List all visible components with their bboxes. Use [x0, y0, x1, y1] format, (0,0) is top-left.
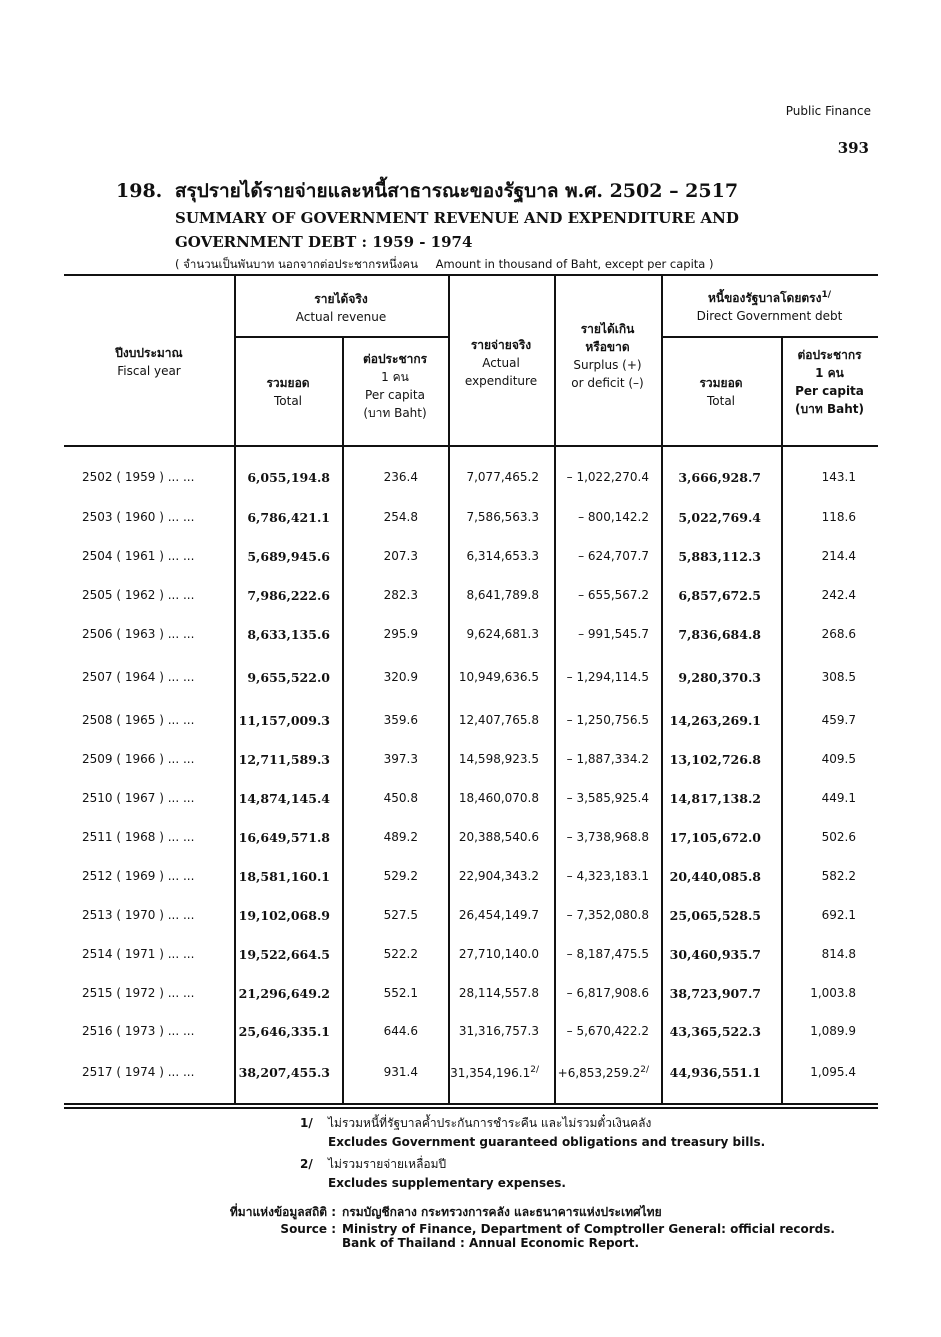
cell-exp	[459, 986, 539, 1000]
cell-value: 14,874,145.4	[238, 791, 330, 806]
cell-debt-pc	[822, 510, 856, 524]
cell-value: 22,904,343.2	[458, 869, 539, 883]
cell-rev-total	[239, 947, 330, 962]
cell-rev-total	[239, 713, 330, 728]
cell-value: 6,055,194.8	[247, 470, 330, 485]
row-fiscal-year: 2504 ( 1961 ) ... ...	[82, 549, 195, 563]
footnote-en: Excludes Government guaranteed obligations and treasury bills.	[328, 1135, 766, 1149]
cell-debt-total	[670, 752, 761, 767]
cell-value: 308.5	[821, 670, 856, 684]
col-divider	[448, 276, 450, 1103]
cell-value: 14,817,138.2	[669, 791, 761, 806]
cell-value: 14,598,923.5	[458, 752, 539, 766]
cell-value: 5,022,769.4	[678, 510, 761, 525]
cell-value: – 1,250,756.5	[566, 713, 649, 727]
row-fiscal-year: 2516 ( 1973 ) ... ...	[82, 1024, 195, 1038]
cell-value: 527.5	[383, 908, 418, 922]
cell-value: 6,314,653.3	[466, 549, 539, 563]
cell-value: – 5,670,422.2	[566, 1024, 649, 1038]
cell-surplus	[567, 1024, 649, 1038]
cell-exp	[450, 1065, 539, 1080]
row-fiscal-year: 2512 ( 1969 ) ... ...	[82, 869, 195, 883]
cell-rev-pc	[384, 1065, 418, 1079]
cell-rev-total	[239, 830, 330, 845]
cell-value: 38,207,455.3	[238, 1065, 330, 1080]
cell-value: 207.3	[383, 549, 418, 563]
running-head: Public Finance	[785, 104, 871, 118]
cell-rev-pc	[384, 713, 418, 727]
cell-value: 20,440,085.8	[669, 869, 761, 884]
debt-spanner-rule	[661, 336, 878, 338]
header-actual-revenue: รายได้จริง Actual revenue	[295, 292, 387, 324]
cell-surplus	[567, 670, 649, 684]
source-en-row2	[200, 1236, 850, 1250]
cell-surplus	[567, 908, 649, 922]
cell-surplus	[567, 986, 649, 1000]
cell-value: 502.6	[821, 830, 856, 844]
row-fiscal-year: 2510 ( 1967 ) ... ...	[82, 791, 195, 805]
cell-debt-total	[670, 986, 761, 1001]
cell-value: 552.1	[383, 986, 418, 1000]
subcol-divider	[342, 336, 344, 1103]
cell-value: 449.1	[821, 791, 856, 805]
cell-surplus	[567, 713, 649, 727]
cell-value: 582.2	[821, 869, 856, 883]
header-direct-government-debt: หนี้ของรัฐบาลโดยตรง$^{1/}$ Direct Government debt	[696, 290, 843, 323]
cell-rev-pc	[384, 830, 418, 844]
cell-value: – 3,738,968.8	[566, 830, 649, 844]
cell-value: 25,065,528.5	[669, 908, 761, 923]
cell-surplus	[567, 869, 649, 883]
cell-value: 3,666,928.7	[678, 470, 761, 485]
row-fiscal-year: 2515 ( 1972 ) ... ...	[82, 986, 195, 1000]
cell-rev-total	[247, 670, 330, 685]
cell-rev-total	[247, 549, 330, 564]
cell-value: 7,986,222.6	[247, 588, 330, 603]
cell-value: 644.6	[383, 1024, 418, 1038]
source-thai-text: กรมบัญชีกลาง กระทรวงการคลัง และธนาคารแห่งประเทศไทย	[342, 1205, 662, 1219]
cell-value: 529.2	[383, 869, 418, 883]
page-number: 393	[837, 139, 869, 157]
cell-rev-pc	[384, 510, 418, 524]
cell-rev-total	[247, 588, 330, 603]
cell-value: 118.6	[821, 510, 856, 524]
cell-rev-total	[239, 908, 330, 923]
cell-value: 6,786,421.1	[247, 510, 330, 525]
cell-value: 7,586,563.3	[466, 510, 539, 524]
cell-rev-total	[239, 869, 330, 884]
cell-value: – 1,887,334.2	[566, 752, 649, 766]
footnote-mark: 1/	[300, 1116, 313, 1130]
cell-rev-pc	[384, 869, 418, 883]
cell-rev-pc	[384, 908, 418, 922]
cell-value: 18,581,160.1	[238, 869, 330, 884]
cell-value: 7,077,465.2	[466, 470, 539, 484]
debt-footnote-mark: 1/	[821, 290, 832, 300]
header-fiscal-year: ปีงบประมาณ Fiscal year	[115, 346, 183, 378]
cell-value: 236.4	[383, 470, 418, 484]
cell-debt-pc	[822, 908, 856, 922]
cell-value: – 4,323,183.1	[566, 869, 649, 883]
table-top-rule	[64, 274, 878, 276]
row-fiscal-year: 2507 ( 1964 ) ... ...	[82, 670, 195, 684]
cell-value: 9,624,681.3	[466, 627, 539, 641]
source-block	[200, 1203, 850, 1250]
cell-rev-pc	[384, 549, 418, 563]
summary-table	[64, 274, 878, 1108]
cell-debt-pc	[822, 947, 856, 961]
footnote-1	[300, 1114, 860, 1133]
table-title-en-line1: SUMMARY OF GOVERNMENT REVENUE AND EXPENDITURE AND	[175, 209, 739, 227]
cell-value: 10,949,636.5	[458, 670, 539, 684]
cell-rev-total	[239, 1065, 330, 1080]
cell-debt-pc	[822, 791, 856, 805]
row-fiscal-year: 2511 ( 1968 ) ... ...	[82, 830, 195, 844]
cell-surplus	[567, 947, 649, 961]
header-actual-expenditure: รายจ่ายจริง Actual expenditure	[464, 338, 538, 388]
header-debt-per-capita: ต่อประชากร 1 คน Per capita (บาท Baht)	[795, 348, 864, 416]
cell-value: – 8,187,475.5	[566, 947, 649, 961]
footnote-thai: ไม่รวมหนี้ที่รัฐบาลค้ำประกันการชำระคืน และไม่รวมตั๋วเงินคลัง	[328, 1116, 652, 1130]
cell-value: 295.9	[383, 627, 418, 641]
cell-value: 409.5	[821, 752, 856, 766]
cell-debt-total	[678, 470, 761, 485]
row-fiscal-year: 2509 ( 1966 ) ... ...	[82, 752, 195, 766]
cell-surplus	[567, 470, 649, 484]
cell-value: 13,102,726.8	[669, 752, 761, 767]
row-fiscal-year: 2513 ( 1970 ) ... ...	[82, 908, 195, 922]
cell-value: – 3,585,925.4	[566, 791, 649, 805]
cell-surplus	[578, 510, 649, 524]
cell-debt-total	[678, 549, 761, 564]
row-fiscal-year: 2517 ( 1974 ) ... ...	[82, 1065, 195, 1079]
cell-debt-total	[670, 1024, 761, 1039]
cell-debt-total	[678, 627, 761, 642]
cell-rev-pc	[384, 986, 418, 1000]
footnote-2	[300, 1155, 860, 1174]
table-title-en-line2: GOVERNMENT DEBT : 1959 - 1974	[175, 233, 473, 251]
cell-exp	[466, 588, 539, 602]
cell-debt-pc	[810, 1065, 856, 1079]
cell-value: 19,522,664.5	[238, 947, 330, 962]
cell-rev-total	[247, 510, 330, 525]
cell-value: 242.4	[821, 588, 856, 602]
cell-value: 1,095.4	[810, 1065, 856, 1079]
footnote-thai: ไม่รวมรายจ่ายเหลื่อมปี	[328, 1157, 447, 1171]
cell-value: – 7,352,080.8	[566, 908, 649, 922]
cell-value: 5,883,112.3	[678, 549, 761, 564]
cell-exp	[459, 908, 539, 922]
cell-footnote-mark: 2/	[640, 1065, 649, 1075]
unit-thai: ( จำนวนเป็นพันบาท นอกจากต่อประชากรหนึ่งคน	[175, 257, 418, 271]
cell-debt-total	[670, 1065, 761, 1080]
cell-value: 489.2	[383, 830, 418, 844]
row-fiscal-year: 2502 ( 1959 ) ... ...	[82, 470, 195, 484]
cell-value: 268.6	[821, 627, 856, 641]
cell-value: 20,388,540.6	[458, 830, 539, 844]
cell-value: 1,089.9	[810, 1024, 856, 1038]
subcol-divider	[781, 336, 783, 1103]
cell-value: 282.3	[383, 588, 418, 602]
row-fiscal-year: 2508 ( 1965 ) ... ...	[82, 713, 195, 727]
cell-rev-total	[239, 986, 330, 1001]
cell-value: 397.3	[383, 752, 418, 766]
cell-debt-pc	[810, 986, 856, 1000]
cell-surplus	[578, 588, 649, 602]
cell-exp	[459, 752, 539, 766]
table-bottom-rule-1	[64, 1103, 878, 1105]
cell-value: 450.8	[383, 791, 418, 805]
table-bottom-rule-2	[64, 1107, 878, 1109]
source-en-label: Source :	[280, 1222, 336, 1236]
cell-rev-pc	[384, 627, 418, 641]
cell-debt-pc	[822, 713, 856, 727]
cell-value: 27,710,140.0	[458, 947, 539, 961]
cell-debt-pc	[822, 869, 856, 883]
cell-footnote-mark: 2/	[530, 1065, 539, 1075]
cell-value: 28,114,557.8	[458, 986, 539, 1000]
unit-en: Amount in thousand of Baht, except per capita )	[435, 257, 714, 271]
cell-debt-pc	[810, 1024, 856, 1038]
cell-value: 18,460,070.8	[458, 791, 539, 805]
cell-rev-pc	[384, 1024, 418, 1038]
cell-value: 320.9	[383, 670, 418, 684]
cell-value: 19,102,068.9	[238, 908, 330, 923]
header-revenue-total: รวมยอด Total	[266, 376, 310, 408]
cell-exp	[466, 549, 539, 563]
cell-value: – 800,142.2	[578, 510, 649, 524]
source-en-row	[200, 1222, 850, 1236]
cell-value: 8,641,789.8	[466, 588, 539, 602]
cell-value: 43,365,522.3	[669, 1024, 761, 1039]
cell-debt-pc	[822, 752, 856, 766]
cell-rev-pc	[384, 752, 418, 766]
cell-value: 12,407,765.8	[458, 713, 539, 727]
cell-value: 6,857,672.5	[678, 588, 761, 603]
title-block	[116, 176, 836, 274]
cell-value: 9,280,370.3	[678, 670, 761, 685]
cell-value: 359.6	[383, 713, 418, 727]
cell-debt-pc	[822, 830, 856, 844]
cell-value: 143.1	[821, 470, 856, 484]
cell-value: 692.1	[821, 908, 856, 922]
cell-debt-total	[670, 713, 761, 728]
cell-exp	[466, 627, 539, 641]
cell-rev-pc	[384, 588, 418, 602]
cell-value: – 655,567.2	[578, 588, 649, 602]
cell-value: 31,354,196.1	[450, 1066, 531, 1080]
header-bottom-rule	[64, 445, 878, 447]
cell-value: 44,936,551.1	[669, 1065, 761, 1080]
cell-value: 9,655,522.0	[247, 670, 330, 685]
cell-exp	[459, 947, 539, 961]
cell-exp	[459, 869, 539, 883]
cell-value: 1,003.8	[810, 986, 856, 1000]
cell-surplus	[567, 830, 649, 844]
source-thai-label: ที่มาแห่งข้อมูลสถิติ :	[229, 1205, 336, 1219]
cell-surplus	[558, 1065, 649, 1080]
cell-debt-total	[678, 510, 761, 525]
cell-exp	[459, 791, 539, 805]
table-number: 198.	[116, 180, 163, 202]
cell-value: 14,263,269.1	[669, 713, 761, 728]
cell-exp	[466, 470, 539, 484]
cell-value: – 1,022,270.4	[566, 470, 649, 484]
cell-value: 254.8	[383, 510, 418, 524]
cell-rev-total	[247, 627, 330, 642]
cell-rev-pc	[384, 791, 418, 805]
cell-exp	[459, 713, 539, 727]
footnote-en: Excludes supplementary expenses.	[328, 1176, 566, 1190]
cell-value: 38,723,907.7	[669, 986, 761, 1001]
cell-exp	[459, 1024, 539, 1038]
cell-debt-pc	[822, 588, 856, 602]
cell-exp	[466, 510, 539, 524]
footnotes	[300, 1114, 860, 1190]
cell-value: 16,649,571.8	[238, 830, 330, 845]
header-revenue-per-capita: ต่อประชากร 1 คน Per capita (บาท Baht)	[362, 352, 428, 420]
cell-debt-total	[678, 670, 761, 685]
cell-value: 7,836,684.8	[678, 627, 761, 642]
cell-value: 30,460,935.7	[669, 947, 761, 962]
cell-value: 459.7	[821, 713, 856, 727]
cell-value: 11,157,009.3	[238, 713, 330, 728]
cell-surplus	[567, 791, 649, 805]
source-en-line2: Bank of Thailand : Annual Economic Report.	[342, 1236, 640, 1250]
cell-value: – 1,294,114.5	[566, 670, 649, 684]
footnote-mark: 2/	[300, 1157, 313, 1171]
cell-debt-pc	[822, 470, 856, 484]
cell-value: 26,454,149.7	[458, 908, 539, 922]
title-thai-text: สรุปรายได้รายจ่ายและหนี้สาธารณะของรัฐบาล พ.ศ. 2502 – 2517	[174, 180, 739, 202]
cell-rev-pc	[384, 670, 418, 684]
cell-value: 214.4	[821, 549, 856, 563]
cell-value: 21,296,649.2	[238, 986, 330, 1001]
row-fiscal-year: 2514 ( 1971 ) ... ...	[82, 947, 195, 961]
cell-debt-total	[670, 947, 761, 962]
cell-surplus	[578, 627, 649, 641]
row-fiscal-year: 2503 ( 1960 ) ... ...	[82, 510, 195, 524]
cell-rev-pc	[384, 470, 418, 484]
cell-value: 17,105,672.0	[669, 830, 761, 845]
unit-note	[175, 256, 836, 274]
header-surplus-deficit: รายได้เกิน หรือขาด Surplus (+) or deficit (–)	[571, 322, 644, 390]
cell-value: 31,316,757.3	[458, 1024, 539, 1038]
cell-value: 8,633,135.6	[247, 627, 330, 642]
cell-debt-pc	[822, 627, 856, 641]
cell-value: 12,711,589.3	[238, 752, 330, 767]
table-title-thai	[116, 176, 836, 206]
row-fiscal-year: 2506 ( 1963 ) ... ...	[82, 627, 195, 641]
row-fiscal-year: 2505 ( 1962 ) ... ...	[82, 588, 195, 602]
header-debt-total: รวมยอด Total	[699, 376, 743, 408]
col-divider	[554, 276, 556, 1103]
cell-value: – 991,545.7	[578, 627, 649, 641]
cell-value: – 6,817,908.6	[566, 986, 649, 1000]
cell-debt-total	[670, 869, 761, 884]
cell-value: +6,853,259.2	[557, 1066, 641, 1080]
source-thai-row	[200, 1203, 850, 1222]
cell-value: 814.8	[821, 947, 856, 961]
cell-value: 25,646,335.1	[238, 1024, 330, 1039]
cell-value: – 624,707.7	[578, 549, 649, 563]
cell-exp	[459, 670, 539, 684]
cell-debt-pc	[822, 549, 856, 563]
cell-debt-total	[670, 908, 761, 923]
revenue-spanner-rule	[234, 336, 448, 338]
source-en-line1: Ministry of Finance, Department of Comptroller General: official records.	[342, 1222, 835, 1236]
cell-rev-total	[239, 1024, 330, 1039]
cell-value: 931.4	[383, 1065, 418, 1079]
cell-value: 5,689,945.6	[247, 549, 330, 564]
cell-debt-total	[678, 588, 761, 603]
cell-surplus	[578, 549, 649, 563]
cell-rev-pc	[384, 947, 418, 961]
cell-rev-total	[239, 752, 330, 767]
cell-debt-pc	[822, 670, 856, 684]
cell-rev-total	[247, 470, 330, 485]
cell-debt-total	[670, 791, 761, 806]
cell-debt-total	[670, 830, 761, 845]
cell-value: 522.2	[383, 947, 418, 961]
cell-rev-total	[239, 791, 330, 806]
cell-exp	[459, 830, 539, 844]
cell-surplus	[567, 752, 649, 766]
